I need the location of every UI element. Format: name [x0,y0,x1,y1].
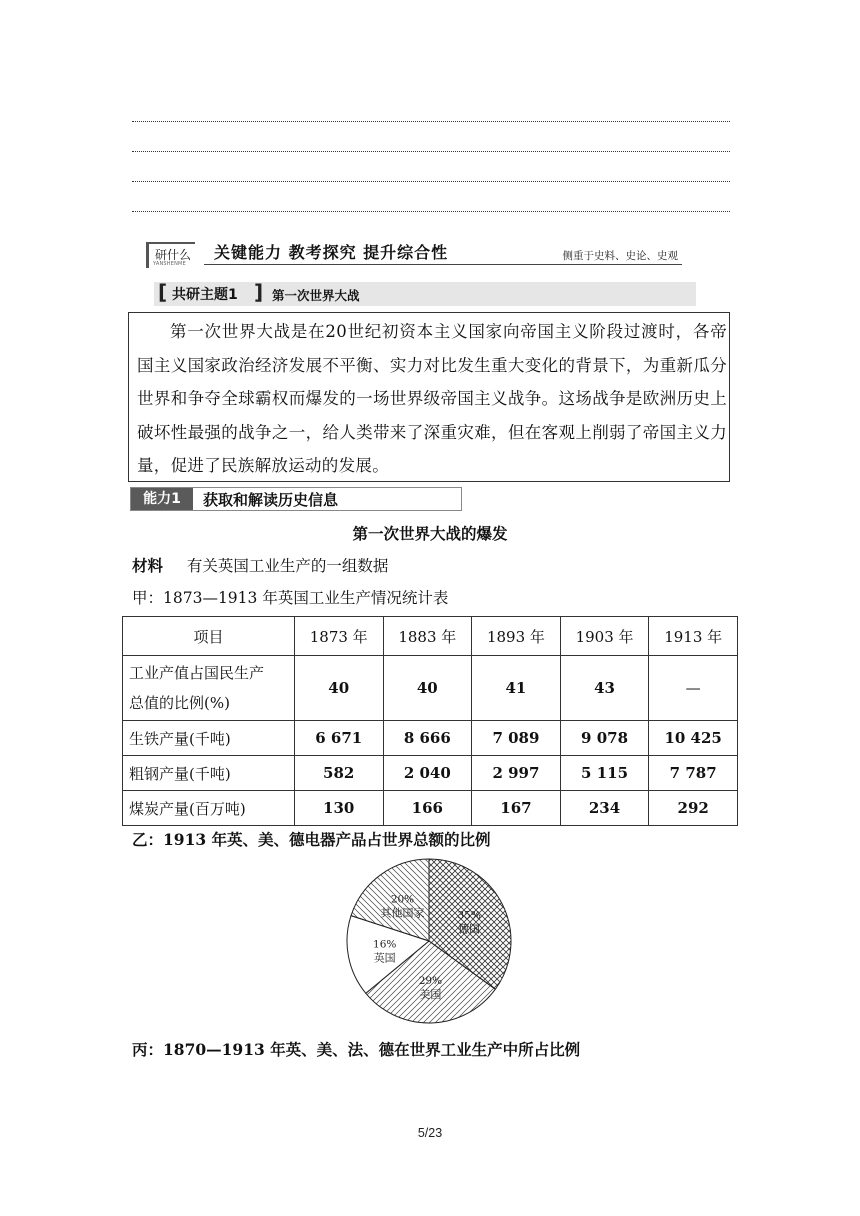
table-cell: 7 089 [472,721,561,756]
pie-percent-label: 16% [373,938,397,951]
pie-percent-label: 35% [457,909,481,922]
pie-chart [344,856,514,1026]
pie-percent-label: 20% [390,893,415,906]
table-row [123,656,738,721]
table-cell: 40 [383,656,472,721]
table-header-cell: 1883 年 [383,617,472,656]
table-cell: 7 787 [649,756,738,791]
answer-line-4 [132,211,730,212]
pie-category-label: 英国 [373,951,396,965]
table-cell: 43 [560,656,649,721]
row-label: 粗钢产量(千吨) [123,756,295,791]
intro-box [128,312,730,482]
table-header-cell: 1893 年 [472,617,561,656]
pie-category-label: 美国 [419,988,442,1002]
answer-line-2 [132,151,730,152]
material-line [132,554,388,576]
table-row [123,721,738,756]
table-header-cell: 1873 年 [294,617,383,656]
row-label [123,656,295,721]
intro-paragraph: 第一次世界大战是在20世纪初资本主义国家向帝国主义阶段过渡时，各帝国主义国家政治经济发展不平衡、实力对比发生重大变化的背景下，为重新瓜分世界和争夺全球霸权而爆发的一场世界级帝国主义战争。这场战争是欧洲历史上破坏性最强的战争之一，给人类带来了深重灾难，但在客观上削弱了帝国主义力量，促进了民族解放运动的发展。 [137,322,727,475]
table-header-cell: 1913 年 [649,617,738,656]
table-cell: 582 [294,756,383,791]
ability-title: 获取和解读历史信息 [203,491,339,509]
section-logo [146,242,195,268]
topic-bar [154,282,696,306]
table-header-cell: 1903 年 [560,617,649,656]
table-cell: 292 [649,791,738,826]
table-cell: 5 115 [560,756,649,791]
logo-text: 研什么 [155,248,192,262]
topic-title: 第一次世界大战 [272,288,360,303]
pie-percent-label: 29% [418,975,443,988]
table-cell: 6 671 [294,721,383,756]
section-subtitle: 侧重于史料、史论、史观 [562,250,678,262]
row-label: 煤炭产量(百万吨) [123,791,295,826]
page-number: 5/23 [417,1126,443,1140]
table-header-cell: 项目 [123,617,295,656]
table-cell: 2 040 [383,756,472,791]
table-cell: 8 666 [383,721,472,756]
section-rule [204,264,682,265]
table-cell: 9 078 [560,721,649,756]
table-cell: — [649,656,738,721]
pie-category-label: 其他国家 [380,906,425,920]
logo-small-text: YANSHENME [153,261,186,267]
table-row [123,791,738,826]
table-cell: 10 425 [649,721,738,756]
section-title: 关键能力 教考探究 提升综合性 [214,243,449,262]
ability-bar [130,487,462,511]
center-title: 第一次世界大战的爆发 [352,525,508,543]
topic-label: 共研主题1 [172,287,238,303]
answer-line-1 [132,121,730,122]
section-header [146,238,682,268]
table-cell: 41 [472,656,561,721]
row-label: 生铁产量(千吨) [123,721,295,756]
row-label-line1: 工业产值占国民生产 [129,664,265,682]
table-row [123,756,738,791]
pie-category-label: 德国 [458,922,481,936]
material-text: 有关英国工业生产的一组数据 [186,557,389,575]
answer-line-3 [132,181,730,182]
table-cell: 234 [560,791,649,826]
production-table [122,616,738,826]
table-header-row [123,617,738,656]
material-label: 材料 [132,557,164,575]
next-caption: 丙：1870—1913 年英、美、法、德在世界工业生产中所占比例 [132,1040,581,1059]
table-cell: 167 [472,791,561,826]
pie-caption: 乙：1913 年英、美、德电器产品占世界总额的比例 [132,830,491,849]
right-bracket-icon: ] [254,280,264,304]
row-label-line2: 总值的比例(%) [129,694,230,712]
table-cell: 130 [294,791,383,826]
ability-tag: 能力1 [131,488,193,510]
table-cell: 2 997 [472,756,561,791]
table-cell: 40 [294,656,383,721]
table-caption: 甲：1873—1913 年英国工业生产情况统计表 [132,589,449,607]
table-cell: 166 [383,791,472,826]
left-bracket-icon: [ [158,280,168,304]
